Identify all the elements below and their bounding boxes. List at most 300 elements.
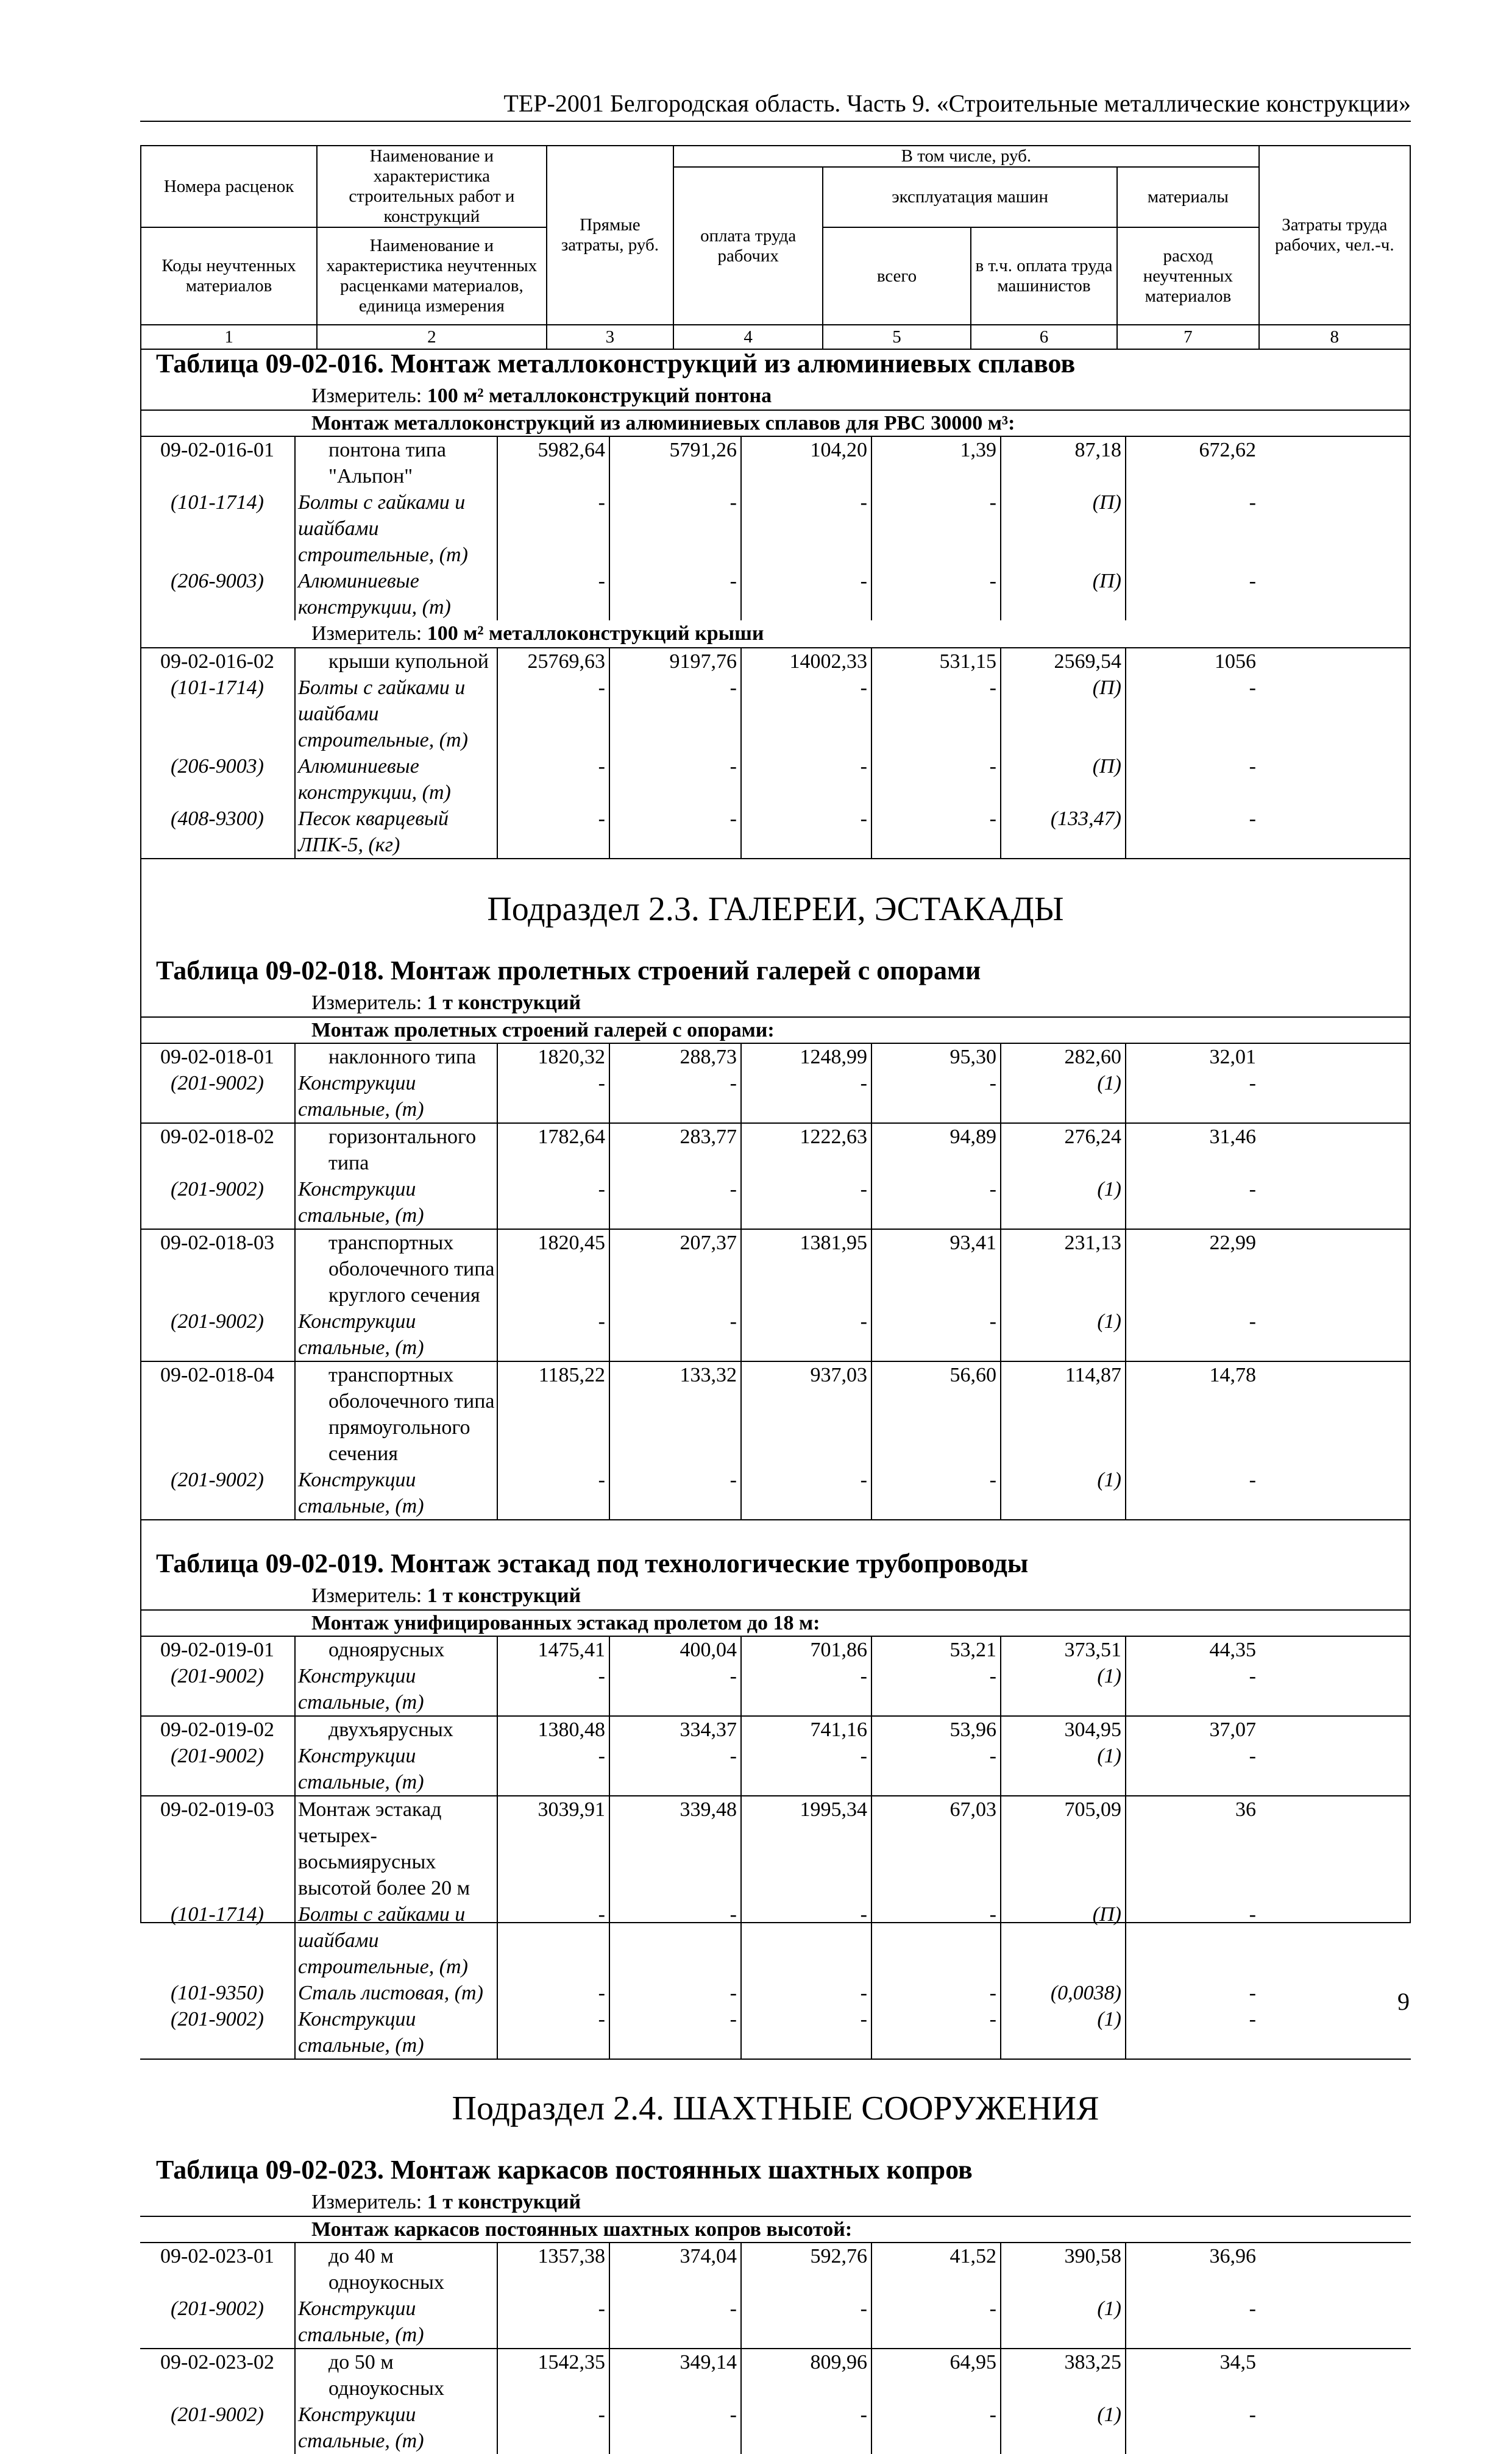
labor-pay: -: [610, 489, 742, 568]
machine-total: -: [742, 1743, 872, 1795]
material-name: Конструкции стальные, (т): [296, 1663, 498, 1715]
direct-cost: -: [498, 1176, 610, 1229]
group-header: Монтаж металлоконструкций из алюминиевых сплавов для РВС 30000 м³:: [140, 410, 1411, 436]
machinist-pay: -: [872, 568, 1001, 620]
direct-cost: 1357,38: [498, 2243, 610, 2296]
col-header-1a: Номера расценок: [141, 146, 317, 227]
labor-hours: -: [1249, 1469, 1256, 1491]
table-title: Таблица 09-02-023. Монтаж каркасов постоянных шахтных копров: [156, 2155, 973, 2185]
rate-name: наклонного типа: [296, 1044, 498, 1070]
direct-cost: -: [498, 1070, 610, 1122]
col-header-1b: Коды неучтенных материалов: [141, 227, 317, 325]
labor-hours: 34,5: [1219, 2351, 1256, 2374]
machinist-pay: -: [872, 489, 1001, 568]
rate-name: Монтаж эстакад четырех-восьмиярусных высотой более 20 м: [296, 1796, 498, 1901]
meter-value: 1 т конструкций: [427, 2191, 581, 2213]
labor-hours: -: [1249, 1072, 1256, 1094]
col-number: 5: [823, 325, 971, 349]
labor-hours: 32,01: [1209, 1046, 1256, 1068]
machinist-pay: 1,39: [872, 437, 1001, 489]
rate-group: [140, 2348, 1411, 2454]
labor-hours: -: [1249, 2297, 1256, 2320]
direct-cost: -: [498, 1743, 610, 1795]
direct-cost: 25769,63: [498, 648, 610, 675]
rate-group: [140, 1715, 1411, 1795]
material-name: Конструкции стальные, (т): [296, 2402, 498, 2454]
machinist-pay: 93,41: [872, 1230, 1001, 1308]
material-consumption: (1): [1001, 2006, 1126, 2059]
labor-hours: 1056: [1215, 650, 1256, 673]
material-consumption: (П): [1001, 1901, 1126, 1980]
labor-pay: 9197,76: [610, 648, 742, 675]
subsection-title: Подраздел 2.3. ГАЛЕРЕИ, ЭСТАКАДЫ: [487, 890, 1064, 928]
labor-pay: -: [610, 1467, 742, 1519]
meter-value: 1 т конструкций: [427, 991, 581, 1014]
machinist-pay: -: [872, 1467, 1001, 1519]
machinist-pay: 64,95: [872, 2349, 1001, 2402]
machinist-pay: 94,89: [872, 1124, 1001, 1176]
material-row: [140, 1176, 1411, 1229]
machinist-pay: -: [872, 806, 1001, 858]
materials: 390,58: [1001, 2243, 1126, 2296]
group-header: Монтаж каркасов постоянных шахтных копров высотой:: [140, 2216, 1411, 2242]
rate-name: транспортных оболочечного типа круглого сечения: [296, 1230, 498, 1308]
meter-label: Измеритель:: [311, 385, 422, 407]
machine-total: 104,20: [742, 437, 872, 489]
rate-group: [140, 1361, 1411, 1519]
material-consumption: (1): [1001, 1070, 1126, 1122]
materials: 705,09: [1001, 1796, 1126, 1901]
rate-row: [140, 1362, 1411, 1467]
labor-hours: -: [1249, 1178, 1256, 1200]
labor-pay: -: [610, 2006, 742, 2059]
group-header: Монтаж пролетных строений галерей с опорами:: [140, 1016, 1411, 1043]
meter-value: 100 м² металлоконструкций крыши: [427, 622, 764, 645]
machine-total: -: [742, 1467, 872, 1519]
rate-name: до 40 м одноукосных: [296, 2243, 498, 2296]
labor-hours: -: [1249, 570, 1256, 592]
labor-pay: -: [610, 1308, 742, 1361]
direct-cost: 1820,45: [498, 1230, 610, 1308]
material-row: [140, 489, 1411, 568]
material-name: Конструкции стальные, (т): [296, 2296, 498, 2348]
rate-row: [140, 1124, 1411, 1176]
materials: 282,60: [1001, 1044, 1126, 1070]
material-row: [140, 1070, 1411, 1122]
labor-pay: -: [610, 1663, 742, 1715]
material-consumption: (1): [1001, 2296, 1126, 2348]
material-name: Болты с гайками и шайбами строительные, (т): [296, 675, 498, 753]
material-name: Алюминиевые конструкции, (т): [296, 568, 498, 620]
col-number: 4: [673, 325, 823, 349]
material-code: (408-9300): [140, 806, 296, 858]
meter-line: [140, 1583, 1411, 1609]
material-consumption: (П): [1001, 489, 1126, 568]
labor-hours: 22,99: [1209, 1232, 1256, 1254]
material-name: Болты с гайками и шайбами строительные, (т): [296, 1901, 498, 1980]
machine-total: -: [742, 1901, 872, 1980]
material-name: Конструкции стальные, (т): [296, 1743, 498, 1795]
page-number: 9: [1397, 1988, 1410, 2015]
direct-cost: -: [498, 1663, 610, 1715]
labor-hours: -: [1249, 2403, 1256, 2426]
material-code: (206-9003): [140, 568, 296, 620]
rate-row: [140, 1230, 1411, 1308]
machinist-pay: -: [872, 2006, 1001, 2059]
col-number: 2: [317, 325, 546, 349]
labor-hours: -: [1249, 1310, 1256, 1333]
direct-cost: -: [498, 489, 610, 568]
labor-pay: 133,32: [610, 1362, 742, 1467]
material-row: [140, 1663, 1411, 1715]
rate-group: [140, 1636, 1411, 1715]
col-number: 3: [547, 325, 674, 349]
material-code: (201-9002): [140, 1308, 296, 1361]
col-header-mat: материалы: [1117, 167, 1258, 227]
machine-total: 1995,34: [742, 1796, 872, 1901]
material-name: Конструкции стальные, (т): [296, 1176, 498, 1229]
rate-name: одноярусных: [296, 1637, 498, 1663]
direct-cost: -: [498, 2402, 610, 2454]
machinist-pay: 56,60: [872, 1362, 1001, 1467]
direct-cost: 3039,91: [498, 1796, 610, 1901]
machine-total: 1222,63: [742, 1124, 872, 1176]
material-name: Конструкции стальные, (т): [296, 1070, 498, 1122]
machinist-pay: -: [872, 1070, 1001, 1122]
col-header-3: Прямые затраты, руб.: [547, 146, 674, 325]
col-header-7: расход неучтенных материалов: [1117, 227, 1258, 325]
material-consumption: (0,0038): [1001, 1980, 1126, 2006]
machinist-pay: -: [872, 1176, 1001, 1229]
material-name: Конструкции стальные, (т): [296, 1467, 498, 1519]
labor-pay: -: [610, 2296, 742, 2348]
machine-total: -: [742, 1070, 872, 1122]
direct-cost: 5982,64: [498, 437, 610, 489]
col-number: 1: [141, 325, 317, 349]
machine-total: 741,16: [742, 1717, 872, 1743]
materials: 383,25: [1001, 2349, 1126, 2402]
labor-pay: 400,04: [610, 1637, 742, 1663]
col-header-4: оплата труда рабочих: [673, 167, 823, 325]
material-name: Алюминиевые конструкции, (т): [296, 753, 498, 806]
material-name: Сталь листовая, (т): [296, 1980, 498, 2006]
material-consumption: (1): [1001, 1663, 1126, 1715]
direct-cost: -: [498, 753, 610, 806]
rate-name: транспортных оболочечного типа прямоугольного сечения: [296, 1362, 498, 1467]
rate-name: крыши купольной: [296, 648, 498, 675]
materials: 114,87: [1001, 1362, 1126, 1467]
rate-name: двухъярусных: [296, 1717, 498, 1743]
machine-total: -: [742, 806, 872, 858]
col-header-exp: эксплуатация машин: [823, 167, 1117, 227]
direct-cost: -: [498, 1901, 610, 1980]
machinist-pay: 53,21: [872, 1637, 1001, 1663]
rate-code: 09-02-023-01: [140, 2243, 296, 2296]
material-row: [140, 2402, 1411, 2454]
material-code: (201-9002): [140, 2402, 296, 2454]
labor-hours: 672,62: [1199, 439, 1256, 461]
rate-group: [140, 2242, 1411, 2348]
labor-pay: 207,37: [610, 1230, 742, 1308]
materials: 304,95: [1001, 1717, 1126, 1743]
machine-total: -: [742, 489, 872, 568]
direct-cost: 1475,41: [498, 1637, 610, 1663]
col-header-incl: В том числе, руб.: [673, 146, 1258, 167]
labor-hours: 37,07: [1209, 1718, 1256, 1741]
col-header-2a: Наименование и характеристика строительных работ и конструкций: [317, 146, 546, 227]
rate-group: [140, 1795, 1411, 2059]
labor-pay: -: [610, 675, 742, 753]
rate-row: [140, 1796, 1411, 1901]
machine-total: -: [742, 568, 872, 620]
machinist-pay: 95,30: [872, 1044, 1001, 1070]
machinist-pay: 53,96: [872, 1717, 1001, 1743]
col-header-8: Затраты труда рабочих, чел.-ч.: [1259, 146, 1410, 325]
machine-total: -: [742, 1663, 872, 1715]
material-code: (101-9350): [140, 1980, 296, 2006]
col-number: 7: [1117, 325, 1258, 349]
material-row: [140, 1467, 1411, 1519]
meter-label: Измеритель:: [311, 1584, 422, 1607]
machinist-pay: -: [872, 675, 1001, 753]
rate-code: 09-02-018-01: [140, 1044, 296, 1070]
machine-total: -: [742, 1980, 872, 2006]
rate-row: [140, 437, 1411, 489]
labor-hours: -: [1249, 807, 1256, 830]
labor-pay: -: [610, 753, 742, 806]
labor-pay: -: [610, 1980, 742, 2006]
materials: 2569,54: [1001, 648, 1126, 675]
machine-total: 937,03: [742, 1362, 872, 1467]
direct-cost: -: [498, 1980, 610, 2006]
labor-pay: -: [610, 806, 742, 858]
direct-cost: 1820,32: [498, 1044, 610, 1070]
header-rule: [140, 121, 1411, 122]
direct-cost: -: [498, 2006, 610, 2059]
machine-total: 809,96: [742, 2349, 872, 2402]
material-row: [140, 675, 1411, 753]
material-code: (201-9002): [140, 2296, 296, 2348]
machinist-pay: 67,03: [872, 1796, 1001, 1901]
labor-hours: -: [1249, 676, 1256, 699]
rate-group: [140, 647, 1411, 858]
rate-code: 09-02-019-02: [140, 1717, 296, 1743]
material-consumption: (133,47): [1001, 806, 1126, 858]
machinist-pay: -: [872, 2296, 1001, 2348]
labor-hours: -: [1249, 1982, 1256, 2004]
direct-cost: 1782,64: [498, 1124, 610, 1176]
machine-total: 701,86: [742, 1637, 872, 1663]
rate-row: [140, 2243, 1411, 2296]
material-row: [140, 2006, 1411, 2059]
col-header-2b: Наименование и характеристика неучтенных расценками материалов, единица измерения: [317, 227, 546, 325]
machinist-pay: -: [872, 1663, 1001, 1715]
labor-pay: 288,73: [610, 1044, 742, 1070]
rate-code: 09-02-019-03: [140, 1796, 296, 1901]
labor-pay: -: [610, 568, 742, 620]
machine-total: -: [742, 753, 872, 806]
direct-cost: -: [498, 1308, 610, 1361]
machine-total: 1381,95: [742, 1230, 872, 1308]
labor-hours: -: [1249, 755, 1256, 778]
machinist-pay: 41,52: [872, 2243, 1001, 2296]
labor-pay: 339,48: [610, 1796, 742, 1901]
running-header: ТЕР-2001 Белгородская область. Часть 9. «Строительные металлические конструкции»: [503, 90, 1411, 117]
material-code: (101-1714): [140, 675, 296, 753]
material-code: (101-1714): [140, 489, 296, 568]
material-consumption: (1): [1001, 1308, 1126, 1361]
machinist-pay: -: [872, 753, 1001, 806]
material-code: (101-1714): [140, 1901, 296, 1980]
machinist-pay: -: [872, 1980, 1001, 2006]
labor-hours: 36: [1235, 1798, 1256, 1821]
rate-code: 09-02-016-02: [140, 648, 296, 675]
col-header-6: в т.ч. оплата труда машинистов: [971, 227, 1117, 325]
rate-group: [140, 1043, 1411, 1122]
material-row: [140, 806, 1411, 858]
rate-row: [140, 1044, 1411, 1070]
labor-pay: 374,04: [610, 2243, 742, 2296]
col-number: 8: [1259, 325, 1410, 349]
machine-total: -: [742, 1176, 872, 1229]
machine-total: 1248,99: [742, 1044, 872, 1070]
table-body: [140, 314, 1411, 2454]
material-row: [140, 1308, 1411, 1361]
materials: 373,51: [1001, 1637, 1126, 1663]
subsection-title: Подраздел 2.4. ШАХТНЫЕ СООРУЖЕНИЯ: [452, 2090, 1099, 2127]
table-title: Таблица 09-02-016. Монтаж металлоконструкций из алюминиевых сплавов: [156, 349, 1076, 378]
labor-pay: -: [610, 1743, 742, 1795]
direct-cost: 1185,22: [498, 1362, 610, 1467]
rate-row: [140, 648, 1411, 675]
meter-value: 1 т конструкций: [427, 1584, 581, 1607]
rate-name: понтона типа "Альпон": [296, 437, 498, 489]
labor-hours: -: [1249, 1745, 1256, 1767]
labor-hours: 44,35: [1209, 1639, 1256, 1661]
rate-code: 09-02-018-02: [140, 1124, 296, 1176]
labor-pay: -: [610, 1901, 742, 1980]
machine-total: -: [742, 1308, 872, 1361]
rate-row: [140, 1717, 1411, 1743]
materials: 87,18: [1001, 437, 1126, 489]
direct-cost: 1542,35: [498, 2349, 610, 2402]
meter-line: [140, 990, 1411, 1016]
meter-line: [140, 2189, 1411, 2216]
material-name: Песок кварцевый ЛПК-5, (кг): [296, 806, 498, 858]
material-code: (201-9002): [140, 1070, 296, 1122]
direct-cost: -: [498, 2296, 610, 2348]
material-code: (201-9002): [140, 2006, 296, 2059]
material-row: [140, 2296, 1411, 2348]
col-header-5: всего: [823, 227, 971, 325]
meter-line: [140, 383, 1411, 410]
labor-hours: -: [1249, 491, 1256, 514]
meter-label: Измеритель:: [311, 622, 422, 645]
labor-hours: 14,78: [1209, 1364, 1256, 1386]
material-row: [140, 1980, 1411, 2006]
labor-hours: 36,96: [1209, 2245, 1256, 2268]
direct-cost: -: [498, 675, 610, 753]
labor-pay: 334,37: [610, 1717, 742, 1743]
machine-total: -: [742, 2402, 872, 2454]
machinist-pay: 531,15: [872, 648, 1001, 675]
materials: 276,24: [1001, 1124, 1126, 1176]
rate-code: 09-02-018-03: [140, 1230, 296, 1308]
machine-total: 14002,33: [742, 648, 872, 675]
rate-group: [140, 436, 1411, 620]
material-row: [140, 568, 1411, 620]
rate-row: [140, 1637, 1411, 1663]
material-consumption: (П): [1001, 568, 1126, 620]
material-consumption: (1): [1001, 1467, 1126, 1519]
labor-pay: -: [610, 2402, 742, 2454]
machine-total: -: [742, 2006, 872, 2059]
material-consumption: (П): [1001, 675, 1126, 753]
labor-hours: -: [1249, 2008, 1256, 2030]
machine-total: -: [742, 2296, 872, 2348]
labor-pay: 283,77: [610, 1124, 742, 1176]
material-consumption: (П): [1001, 753, 1126, 806]
labor-hours: -: [1249, 1665, 1256, 1687]
machinist-pay: -: [872, 1743, 1001, 1795]
labor-pay: -: [610, 1176, 742, 1229]
material-code: (201-9002): [140, 1663, 296, 1715]
material-code: (206-9003): [140, 753, 296, 806]
rate-row: [140, 2349, 1411, 2402]
table-title: Таблица 09-02-019. Монтаж эстакад под технологические трубопроводы: [156, 1548, 1029, 1578]
labor-pay: 5791,26: [610, 437, 742, 489]
machine-total: 592,76: [742, 2243, 872, 2296]
rate-code: 09-02-018-04: [140, 1362, 296, 1467]
material-row: [140, 1743, 1411, 1795]
rate-group: [140, 1229, 1411, 1361]
materials: 231,13: [1001, 1230, 1126, 1308]
material-code: (201-9002): [140, 1467, 296, 1519]
rate-name: горизонтального типа: [296, 1124, 498, 1176]
material-name: Болты с гайками и шайбами строительные, (т): [296, 489, 498, 568]
material-consumption: (1): [1001, 1743, 1126, 1795]
rate-name: до 50 м одноукосных: [296, 2349, 498, 2402]
direct-cost: -: [498, 806, 610, 858]
material-row: [140, 753, 1411, 806]
material-name: Конструкции стальные, (т): [296, 2006, 498, 2059]
meter-label: Измеритель:: [311, 2191, 422, 2213]
meter-line: [140, 620, 1411, 647]
material-name: Конструкции стальные, (т): [296, 1308, 498, 1361]
material-code: (201-9002): [140, 1176, 296, 1229]
rate-group: [140, 1122, 1411, 1229]
machinist-pay: -: [872, 1901, 1001, 1980]
meter-value: 100 м² металлоконструкций понтона: [427, 385, 772, 407]
material-code: (201-9002): [140, 1743, 296, 1795]
material-consumption: (1): [1001, 1176, 1126, 1229]
meter-label: Измеритель:: [311, 991, 422, 1014]
material-row: [140, 1901, 1411, 1980]
machine-total: -: [742, 675, 872, 753]
material-consumption: (1): [1001, 2402, 1126, 2454]
labor-pay: 349,14: [610, 2349, 742, 2402]
machinist-pay: -: [872, 1308, 1001, 1361]
direct-cost: -: [498, 568, 610, 620]
direct-cost: 1380,48: [498, 1717, 610, 1743]
machinist-pay: -: [872, 2402, 1001, 2454]
direct-cost: -: [498, 1467, 610, 1519]
labor-hours: -: [1249, 1903, 1256, 1926]
rate-code: 09-02-019-01: [140, 1637, 296, 1663]
rate-code: 09-02-023-02: [140, 2349, 296, 2402]
labor-pay: -: [610, 1070, 742, 1122]
group-header: Монтаж унифицированных эстакад пролетом до 18 м:: [140, 1609, 1411, 1636]
